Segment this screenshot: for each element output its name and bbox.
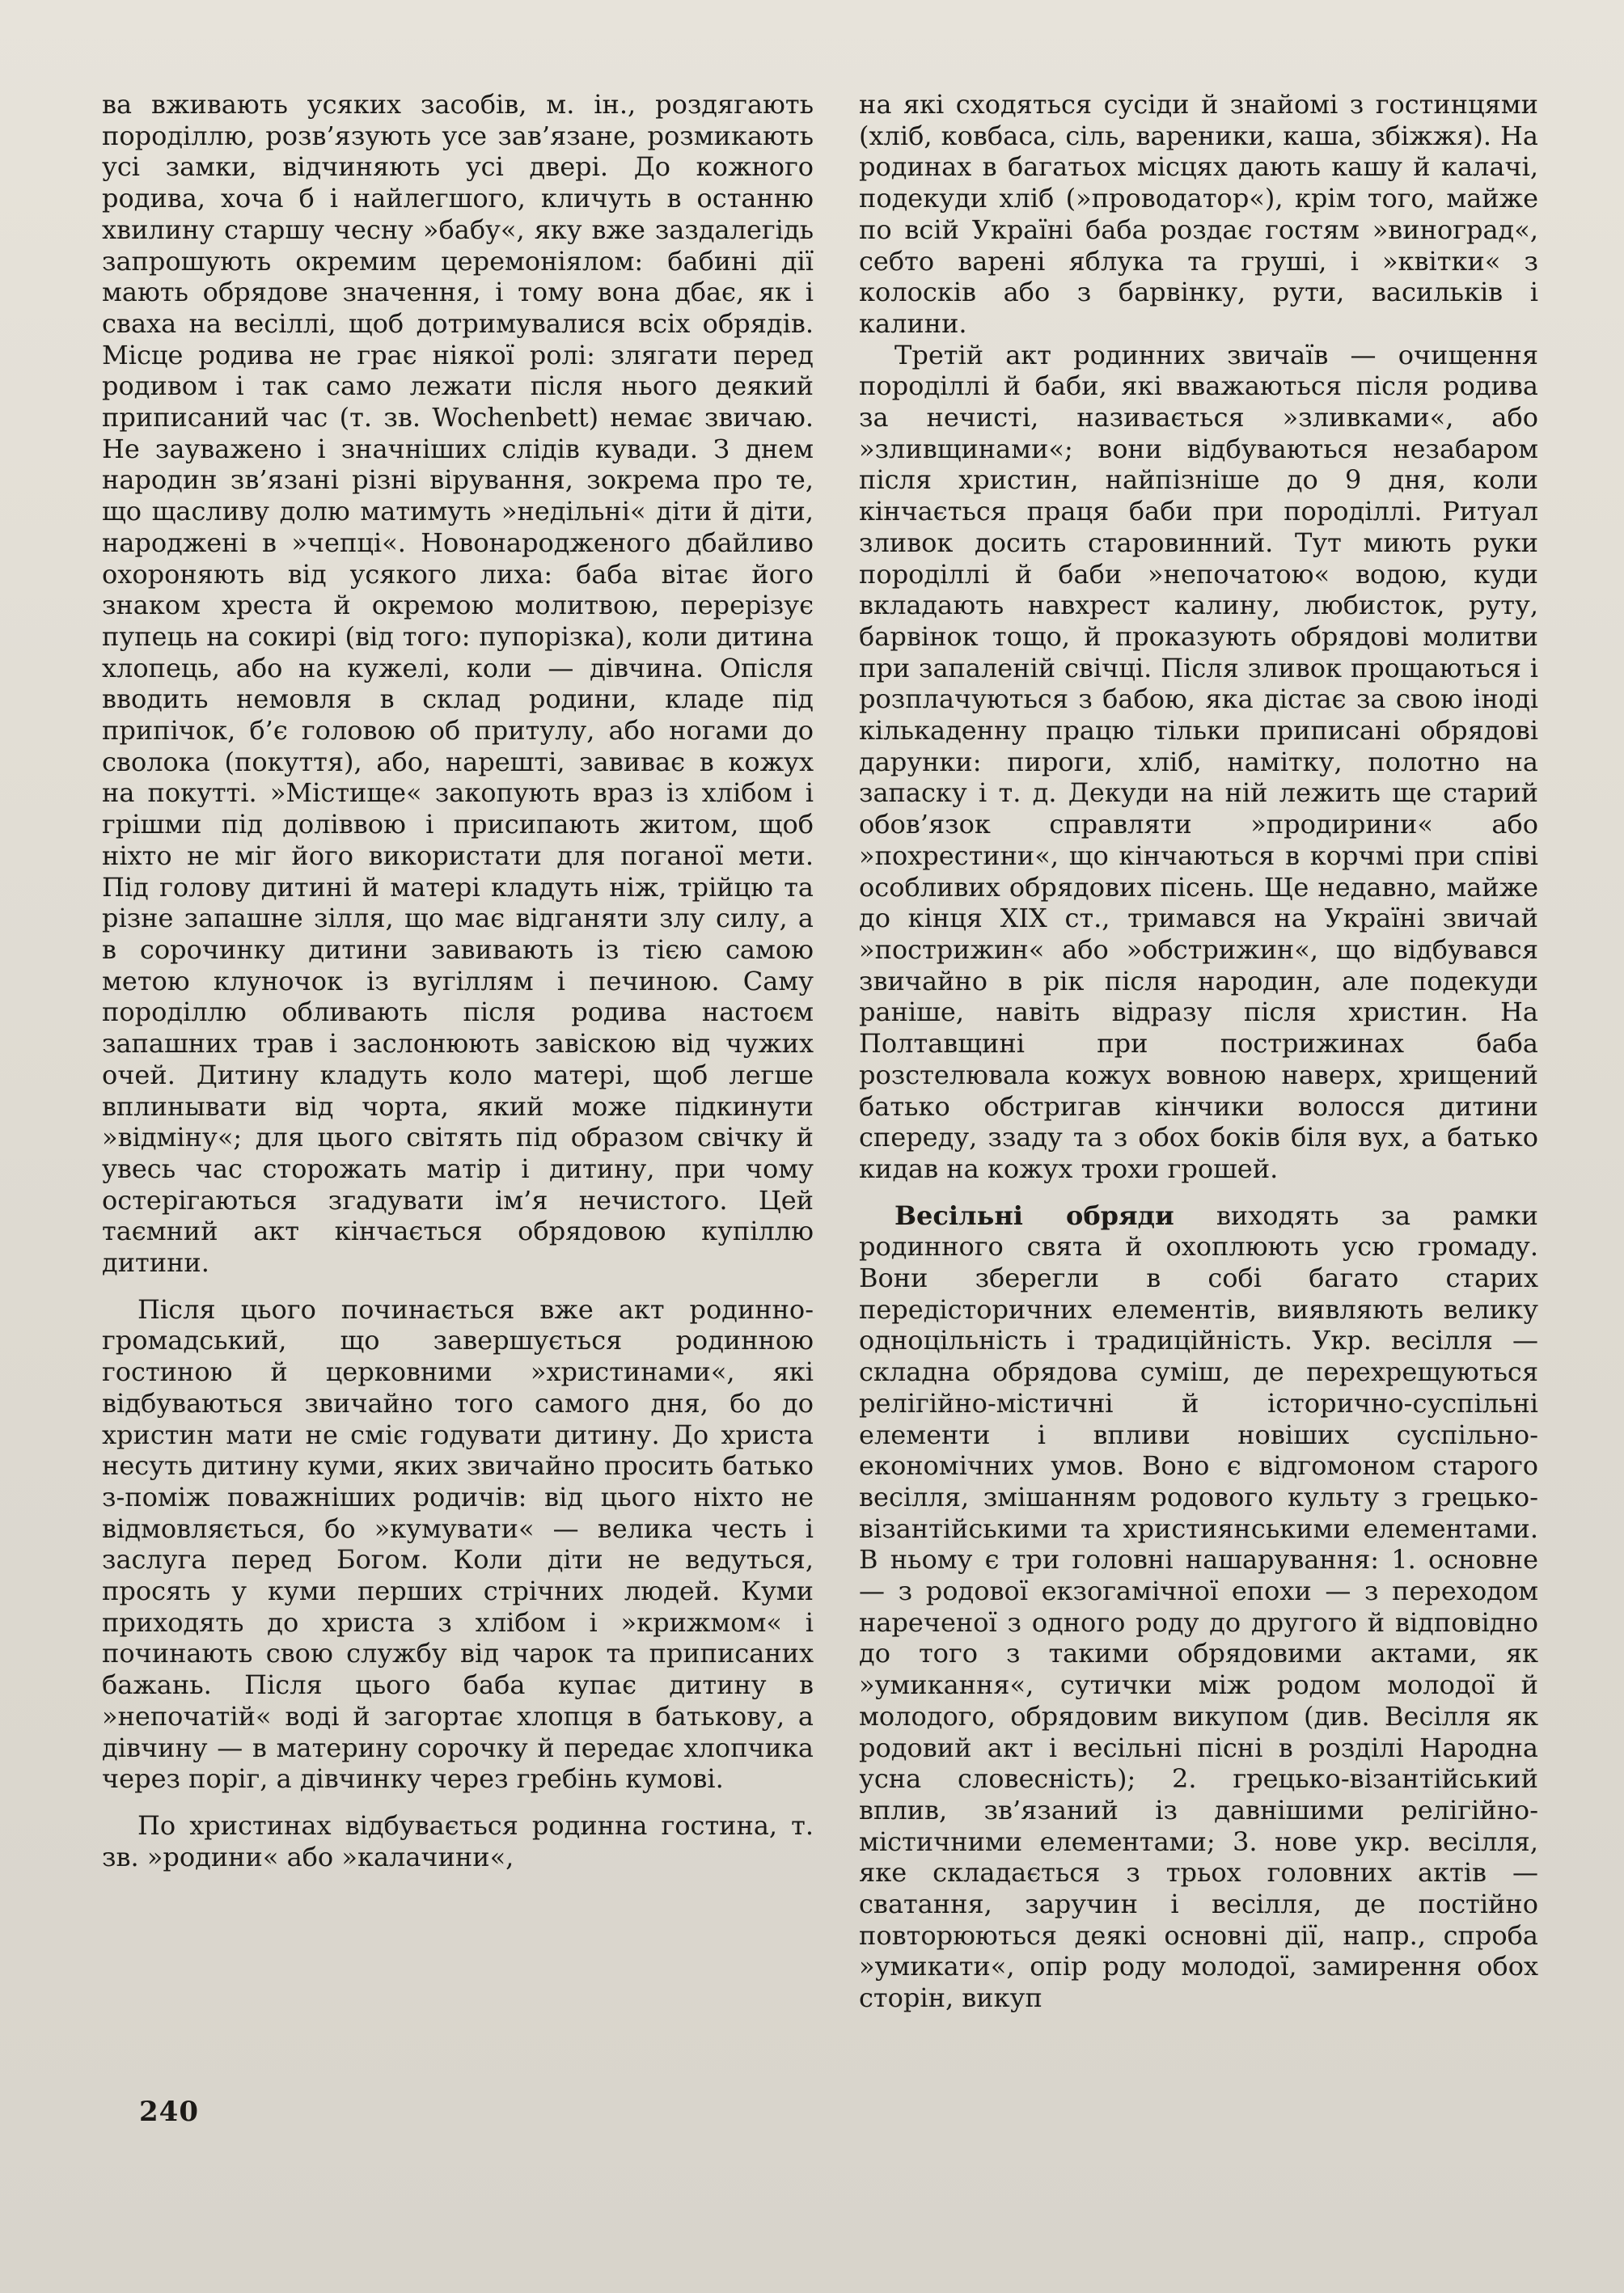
page-number: 240 <box>139 2096 199 2128</box>
paragraph-wedding-rites <box>859 1200 1538 2014</box>
paragraph-purification: Третій акт родинних звичаїв — очищення породіллі й баби, які вважаються після родива за нечисті, називається »зливками«, або »зливщинами«; вони відбуваються незабаром після христин, найпізніше до 9 дня, коли кінчається праця баби при породіллі. Ритуал зливок досить старовинний. Тут миють руки породіллі й баби »непочатою« водою, куди вкладають навхрест калину, любисток, руту, барвінок тощо, й проказують обрядові молитви при запаленій свічці. Після зливок прощаються і розплачуються з бабою, яка дістає за свою іноді кількаденну працю тільки приписані обрядові дарунки: пироги, хліб, намітку, полотно на запаску і т. д. Декуди на ній лежить ще старий обов’язок справляти »продирини« або »похрестини«, що кінчаються в корчмі при співі особливих обрядових пісень. Ще недавно, майже до кінця XIX ст., тримався на Україні звичай »пострижин« або »обстрижин«, що відбувався звичайно в рік після народин, але подекуди раніше, навіть відразу після христин. На Полтавщині при пострижинах баба розстелювала кожух вовною наверх, хрищений батько обстригав кінчики волосся дитини спереду, ззаду та з обох боків біля вух, а батько кидав на кожух трохи грошей. <box>859 339 1538 1184</box>
paragraph-guests: на які сходяться сусіди й знайомі з гостинцями (хліб, ковбаса, сіль, вареники, каша, збіжжя). На родинах в багатьох місцях дають кашу й калачі, подекуди хліб (»проводатор«), крім того, майже по всій Україні баба роздає гостям »виноград«, себто варені яблука та груші, і »квітки« з колосків або з барвінку, рути, васильків і калини. <box>859 89 1538 339</box>
paragraph-family-feast: По христинах відбувається родинна гостина, т. зв. »родини« або »калачини«, <box>102 1809 814 1872</box>
section-term: Весільні обряди <box>894 1199 1174 1231</box>
paragraph-christening: Після цього починається вже акт родинно-громадський, що завершується родинною гостиною й церковними »христинами«, які відбуваються звичайно того самого дня, бо до христин мати не сміє годувати дитину. До христа несуть дитину куми, яких звичайно просить батько з-поміж поважніших родичів: від цього ніхто не відмовляється, бо »кумувати« — велика честь і заслуга перед Богом. Коли діти не ведуться, просять у куми перших стрічних людей. Куми приходять до христа з хлібом і »крижмом« і починають свою службу від чарок та приписаних бажань. Після цього баба купає дитину в »непочатій« воді й загортає хлопця в батькову, а дівчину — в материну сорочку й передає хлопчика через поріг, а дівчинку через гребінь кумові. <box>102 1293 814 1795</box>
right-column <box>859 89 1538 2014</box>
paragraph-birth-rituals: ва вживають усяких засобів, м. ін., роздягають породіллю, розв’язують усе зав’язане, розмикають усі замки, відчиняють усі двері. До кожного родива, хоча б і найлегшого, кличуть в останню хвилину старшу чесну »бабу«, яку вже заздалегідь запрошують окремим церемоніялом: бабині дії мають обрядове значення, і тому вона дбає, як і сваха на весіллі, щоб дотримувалися всіх обрядів. Місце родива не грає ніякої ролі: злягати перед родивом і так само лежати після нього деякий приписаний час (т. зв. Wochenbett) немає звичаю. Не зауважено і значніших слідів кувади. З днем народин зв’язані різні вірування, зокрема про те, що щасливу долю матимуть »недільні« діти й діти, народжені в »чепці«. Новонародженого дбайливо охороняють від усякого лиха: баба вітає його знаком хреста й окремою молитвою, перерізує пупець на сокирі (від того: пупорізка), коли дитина хлопець, або на кужелі, коли — дівчина. Опісля вводить немовля в склад родини, кладе під припічок, б’є головою об притулу, або ногами до сволока (покуття), або, нарешті, завиває в кожух на покутті. »Містище« закопують враз із хлібом і грішми під доліввою і присипають житом, щоб ніхто не міг його використати для поганої мети. Під голову дитині й матері кладуть ніж, трійцю та різне запашне зілля, що має відганяти злу силу, а в сорочинку дитини завивають із тією самою метою клуночок із вугіллям і печиною. Саму породіллю обливають після родива настоєм запашних трав і заслонюють завіскою від чужих очей. Дитину кладуть коло матері, щоб легше вплинывати від чорта, який може підкинути »відміну«; для цього світять під образом свічку й увесь час сторожать матір і дитину, при чому остерігаються згадувати ім’я нечистого. Цей таємний акт кінчається обрядовою купіллю дитини. <box>102 89 814 1279</box>
left-column <box>102 89 814 1872</box>
paragraph-wedding-text: виходять за рамки родинного свята й охоплюють усю громаду. Вони зберегли в собі багато старих передісторичних елементів, виявляють велику одноцільність і традиційність. Укр. весілля — складна обрядова суміш, де перехрещуються релігійно-містичні й історично-суспільні елементи і впливи новіших суспільно-економічних умов. Воно є відгомоном старого весілля, змішанням родового культу з грецько-візантійськими та християнськими елементами. В ньому є три головні нашарування: 1. основне — з родової екзогамічної епохи — з переходом нареченої з одного роду до другого й відповідно до того з такими обрядовими актами, як »умикання«, сутички між родом молодої й молодого, обрядовим викупом (див. Весілля як родовий акт і весільні пісні в розділі Народна усна словесність); 2. грецько-візантійський вплив, зв’язаний із давнішими релігійно-містичними елементами; 3. нове укр. весілля, яке складається з трьох головних актів — сватання, заручин і весілля, де постійно повторюються деякі основні дії, напр., спроба »умикати«, опір роду молодої, замирення обох сторін, викуп <box>859 1199 1538 2014</box>
